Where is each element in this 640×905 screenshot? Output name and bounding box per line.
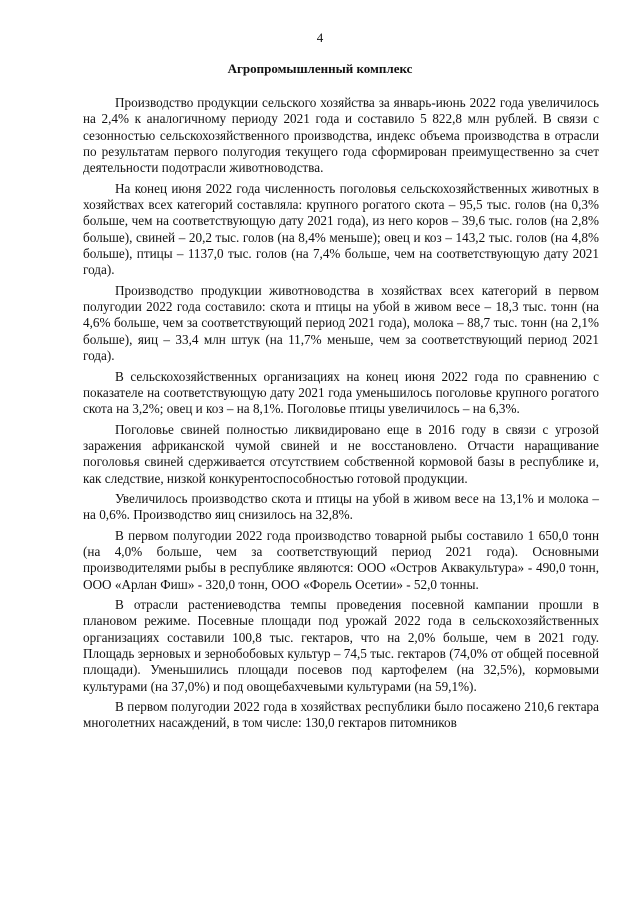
paragraph-fish-production: В первом полугодии 2022 года производство товарной рыбы составило 1 650,0 тонн (на 4,0% больше, чем за соответствующий период 2021 года). Основными производителями рыбы в республике являются: ООО «Остров Аквакультура» - 490,0 тонн, ООО «Арлан Фиш» - 320,0 тонн, ООО «Форель Осетии» - 52,0 тонны. (83, 527, 599, 592)
paragraph-production-volume: Производство продукции сельского хозяйства за январь-июнь 2022 года увеличилось на 2,4% к аналогичному периоду 2021 года и составило 5 822,8 млн рублей. В связи с сезонностью сельскохозяйственного производства, индекс объема производства в отрасли по результатам первого полугодия текущего года сформирован преимущественно за счет деятельности подотрасли животноводства. (83, 95, 599, 176)
paragraph-agricultural-organizations: В сельскохозяйственных организациях на конец июня 2022 года по сравнению с показателе на соответствующую дату 2021 года уменьшилось поголовье крупного рогатого скота на 3,2%; овец и коз – на 8,1%. Поголовье птицы увеличилось – на 6,3%. (83, 368, 599, 417)
paragraph-pig-population: Поголовье свиней полностью ликвидировано еще в 2016 году в связи с угрозой заражения африканской чумой свиней и не восстановлено. Отчасти наращивание поголовья свиней сдерживается отсутствием собственной кормовой базы в республике и, как следствие, низкой конкурентоспособностью готовой продукции. (83, 421, 599, 486)
body-text (83, 95, 599, 736)
section-heading: Агропромышленный комплекс (227, 61, 413, 76)
paragraph-livestock-output: Производство продукции животноводства в хозяйствах всех категорий в первом полугодии 2022 года составило: скота и птицы на убой в живом весе – 18,3 тыс. тонн (на 4,6% больше, чем за соответствующий период 2021 года), молока – 88,7 тыс. тонн (на 2,1% больше), яиц – 33,4 млн штук (на 11,7% меньше, чем за соответствующий период 2021 года). (83, 282, 599, 364)
paragraph-production-change: Увеличилось производство скота и птицы на убой в живом весе на 13,1% и молока – на 0,6%. Производство яиц снизилось на 32,8%. (83, 490, 599, 523)
paragraph-perennial-plantings: В первом полугодии 2022 года в хозяйствах республики было посажено 210,6 гектара многолетних насаждений, в том числе: 130,0 гектаров питомников (83, 699, 599, 731)
paragraph-crop-sowing: В отрасли растениеводства темпы проведения посевной кампании прошли в плановом режиме. Посевные площади под урожай 2022 года в сельскохозяйственных организациях составили 100,8 тыс. гектаров, что на 2,0% больше, чем в 2021 году. Площадь зерновых и зернобобовых культур – 74,5 тыс. гектаров (74,0% от общей посевной площади). Уменьшились площади посевов под картофелем (на 32,5%), кормовыми культурами (на 37,0%) и под овощебахчевыми культурами (на 59,1%). (83, 596, 599, 694)
page-number: 4 (316, 30, 324, 45)
paragraph-livestock-population: На конец июня 2022 года численность поголовья сельскохозяйственных животных в хозяйствах всех категорий составляла: крупного рогатого скота – 95,5 тыс. голов (на 0,3% больше, чем на соответствующую дату 2021 года), из него коров – 39,6 тыс. голов (на 2,8% больше), свиней – 20,2 тыс. голов (на 8,4% меньше); овец и коз – 143,2 тыс. голов (на 4,8% больше), птицы – 1137,0 тыс. голов (на 7,4% больше, чем на соответствующую дату 2021 года). (83, 180, 599, 278)
